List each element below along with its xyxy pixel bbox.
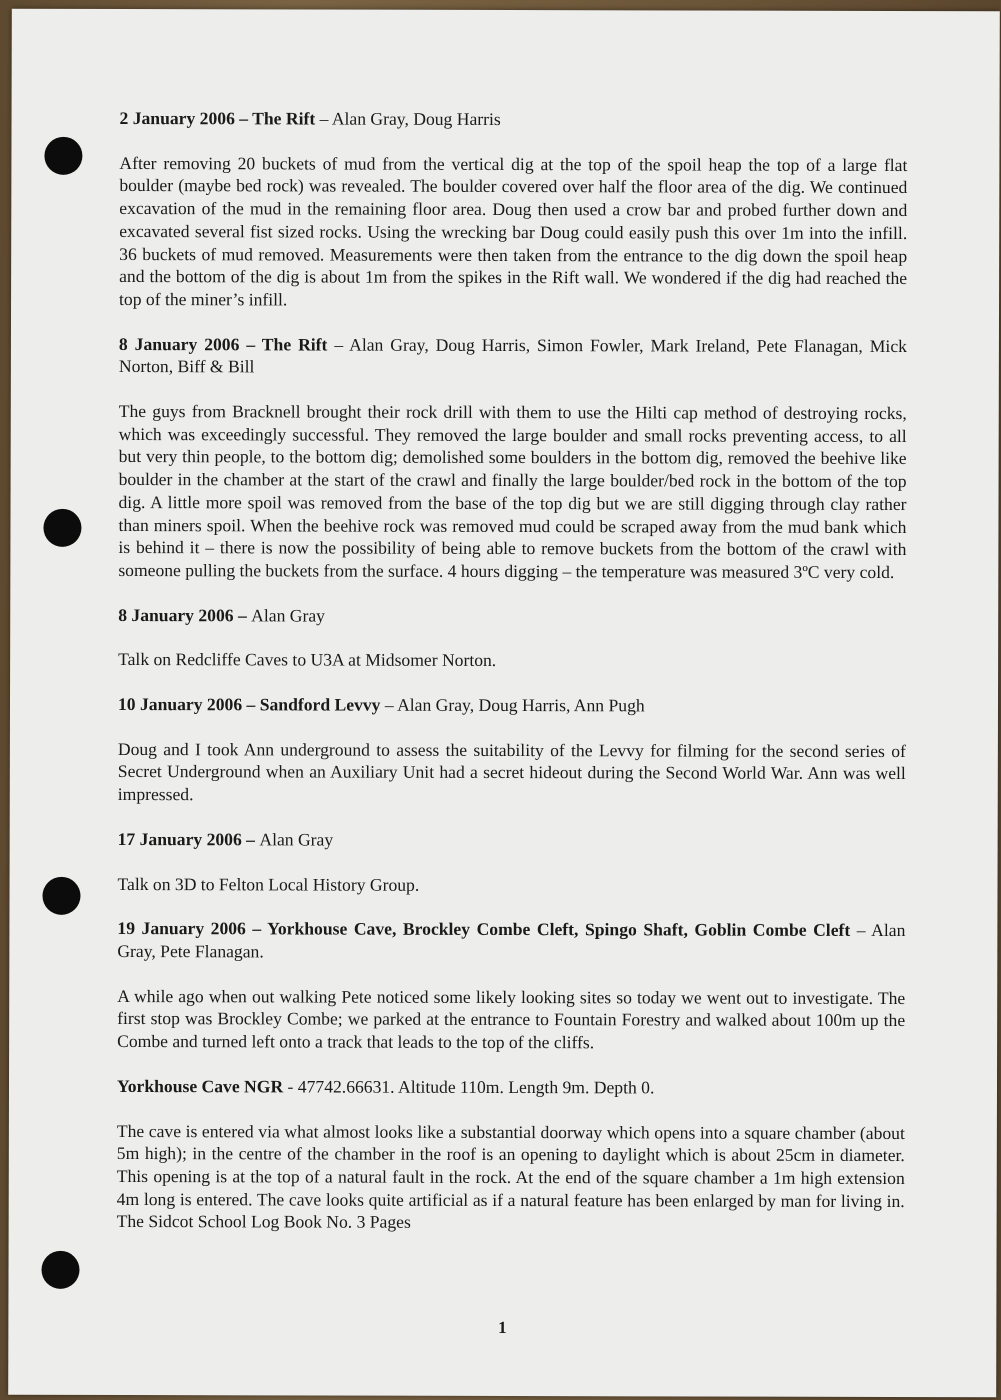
entry-heading [118, 604, 906, 629]
site-info: - 47742.66631. Altitude 110m. Length 9m. Depth 0. [283, 1076, 655, 1098]
entry-separator: – [241, 829, 260, 850]
entry-site: The Rift [261, 333, 328, 355]
site-detail [117, 1075, 905, 1235]
site-name: Yorkhouse Cave NGR [116, 1075, 284, 1097]
log-entry [118, 604, 906, 673]
entry-people: – Alan Gray, Doug Harris, Ann Pugh [380, 694, 645, 716]
log-entry [118, 693, 906, 808]
entry-separator: – [233, 604, 252, 625]
entry-people: Alan Gray [259, 829, 334, 850]
site-detail-heading [117, 1075, 905, 1100]
entry-date: 8 January 2006 [118, 333, 240, 354]
entry-people: Alan Gray [251, 604, 325, 626]
log-entry [117, 917, 905, 1055]
entry-people: – Alan Gray, Doug Harris, Simon Fowler, Mark Ireland, Pete Flanagan, Mick Norton, Biff & Bill [118, 334, 907, 377]
entry-site: Sandford Levvy [259, 694, 381, 715]
log-entry [118, 333, 907, 584]
entry-body: Doug and I took Ann underground to assess the suitability of the Levvy for filming for the second series of Secret Underground when an Auxiliary Unit had a secret hideout during the Second World War. Ann was well impressed. [117, 738, 906, 805]
punch-hole-2 [43, 509, 81, 547]
punch-hole-1 [44, 137, 82, 175]
entry-people: – Alan Gray, Pete Flanagan. [117, 920, 906, 962]
entry-heading [117, 917, 905, 964]
entry-separator: – [242, 694, 260, 715]
entry-site: The Rift [252, 108, 316, 129]
entry-heading [119, 333, 907, 380]
site-detail-body: The cave is entered via what almost looks like a substantial doorway which opens into a square chamber (about 5m high); in the centre of the chamber in the roof is an opening to daylight which is about 25cm in diameter. This opening is at the top of a natural fault in the rock. At the end of the square chamber a 1m high extension 4m long is entered. The cave looks quite artificial as if a natural feature has been enlarged by man for living in. The Sidcot School Log Book No. 3 Pages [116, 1120, 905, 1233]
entry-separator: – [239, 333, 262, 354]
entry-site: Yorkhouse Cave, Brockley Combe Cleft, Spingo Shaft, Goblin Combe Cleft [267, 918, 851, 941]
log-entry [117, 828, 905, 897]
punch-hole-4 [41, 1251, 79, 1289]
punch-hole-3 [42, 877, 80, 915]
entry-body: Talk on 3D to Felton Local History Group. [117, 873, 420, 895]
entry-separator: – [245, 918, 268, 939]
entry-body: Talk on Redcliffe Caves to U3A at Midsomer Norton. [118, 649, 497, 671]
log-content [117, 107, 908, 1257]
entry-people: – Alan Gray, Doug Harris [315, 108, 501, 129]
entry-body: The guys from Bracknell brought their rock drill with them to use the Hilti cap method of destroying rocks, which was exceedingly successful. They removed the large boulder and small rocks preventing access, to all but very thin people, to the bottom dig; demolished some boulders in the bottom dig, removed the beehive like boulder in the chamber at the start of the crawl and finally the large boulder/bed rock in the bottom of the top dig. A little more spoil was removed from the base of the top dig but we are still digging through clay rather than miners spoil. When the beehive rock was removed mud could be scraped away from the mud bank which is behind it – there is now the possibility of being able to remove buckets from the bottom of the crawl with someone pulling the buckets from the surface. 4 hours digging – the temperature was measured 3ºC very cold. [118, 401, 907, 582]
log-entry [119, 107, 908, 313]
entry-date: 10 January 2006 [117, 694, 243, 715]
entry-heading [119, 107, 907, 132]
entry-heading [118, 828, 906, 853]
entry-body: After removing 20 buckets of mud from the vertical dig at the top of the spoil heap the top of a large flat boulder (maybe bed rock) was revealed. The boulder covered over half the floor area of the dig. We continued excavation of the mud in the remaining floor area. Doug then used a crow bar and probed further down and excavated several fist sized rocks. Using the wrecking bar Doug could easily push this over 1m into the infill. 36 buckets of mud removed. Measurements were then taken from the entrance to the dig down the spoil heap and the bottom of the dig is about 1m from the spikes in the Rift wall. We wondered if the dig had reached the top of the miner’s infill. [119, 152, 908, 310]
entry-body: A while ago when out walking Pete noticed some likely looking sites so today we went out to investigate. The first stop was Brockley Combe; we parked at the entrance to Fountain Forestry and walked about 100m up the Combe and turned left onto a track that leads to the top of the cliffs. [117, 985, 906, 1053]
entry-date: 17 January 2006 [117, 828, 242, 850]
entry-date: 19 January 2006 [117, 918, 246, 939]
document-page [8, 9, 1000, 1398]
entry-date: 2 January 2006 [119, 107, 235, 129]
entry-separator: – [234, 108, 253, 129]
entry-date: 8 January 2006 [118, 604, 234, 625]
entry-heading [118, 693, 906, 718]
page-number: 1 [498, 1317, 507, 1338]
